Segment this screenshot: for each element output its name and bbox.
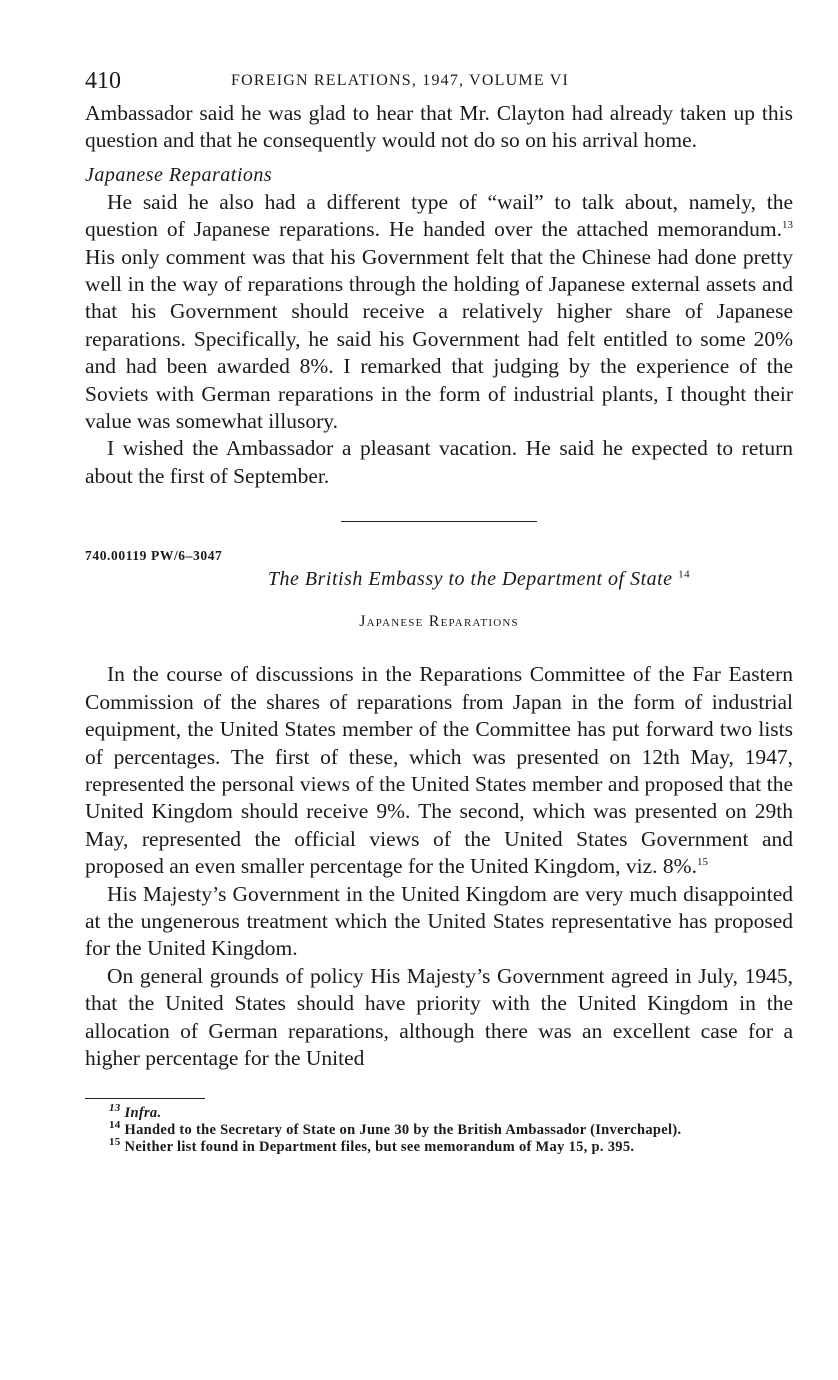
section-title: Japanese Reparations xyxy=(359,613,519,631)
paragraph-text: He said he also had a different type of “wail” to talk about, namely, the question of Japanese reparations. He handed over the attached memorandum. xyxy=(85,189,793,242)
footnote-14 xyxy=(85,1119,793,1139)
paragraph-text: His only comment was that his Government felt that the Chinese had done pretty well in the way of reparations through the holding of Japanese external assets and that his Government should receive a relatively higher share of Japanese reparations. Specifically, he said his Government had felt entitled to some 20% and had been awarded 8%. I remarked that judging by the experience of the Soviets with German reparations in the form of industrial plants, I thought their value was somewhat illusory. xyxy=(85,244,793,434)
memorandum-body xyxy=(85,661,793,1072)
page-number: 410 xyxy=(85,68,121,94)
footnote-number: 14 xyxy=(109,1119,121,1132)
footnote-number: 13 xyxy=(109,1102,121,1115)
memo-paragraph-2: His Majesty’s Government in the United Kingdom are very much disappointed at the ungenerous treatment which the United States representative has proposed for the United Kingdom. xyxy=(85,881,793,961)
footnote-13 xyxy=(85,1102,793,1122)
section-divider xyxy=(341,521,537,522)
file-number: 740.00119 PW/6–3047 xyxy=(85,548,223,564)
document-page xyxy=(85,62,793,1156)
footnote-ref: 13 xyxy=(782,219,793,232)
running-title: FOREIGN RELATIONS, 1947, VOLUME VI xyxy=(231,72,569,89)
subheading: Japanese Reparations xyxy=(85,163,273,186)
paragraph-wail xyxy=(85,189,793,436)
footnote-ref: 15 xyxy=(696,855,708,868)
footnote-text: Neither list found in Department files, but see memorandum of May 15, p. 395. xyxy=(124,1138,635,1155)
document-title xyxy=(85,568,793,591)
footnote-divider xyxy=(85,1098,205,1099)
memo-paragraph-1 xyxy=(85,661,793,880)
footnote-text: Infra. xyxy=(124,1105,162,1122)
document-title-text: The British Embassy to the Department of State xyxy=(267,568,673,591)
memo-paragraph-3: On general grounds of policy His Majesty’s Government agreed in July, 1945, that the United States should have priority with the United Kingdom in the allocation of German reparations, although there was an excellent case for a higher percentage for the United xyxy=(85,963,793,1070)
footnote-ref: 14 xyxy=(678,568,691,581)
paragraph-vacation: I wished the Ambassador a pleasant vacation. He said he expected to return about the first of September. xyxy=(85,436,793,488)
footnote-number: 15 xyxy=(109,1136,121,1149)
footnote-text: Handed to the Secretary of State on June 30 by the British Ambassador (Inverchapel). xyxy=(124,1122,682,1139)
footnote-15 xyxy=(85,1136,793,1156)
paragraph-text: In the course of discussions in the Reparations Committee of the Far Eastern Commission of the shares of reparations from Japan in the form of industrial equipment, the United States member of the Committee has put forward two lists of percentages. The first of these, which was presented on 12th May, 1947, represented the personal views of the United States member and proposed that the United Kingdom should receive 9%. The second, which was presented on 29th May, represented the official views of the United States Government and proposed an even smaller percentage for the United Kingdom, viz. 8%. xyxy=(85,662,793,879)
continued-paragraph: Ambassador said he was glad to hear that Mr. Clayton had already taken up this question and that he consequently would not do so on his arrival home. xyxy=(85,101,793,153)
page-header xyxy=(85,62,793,100)
